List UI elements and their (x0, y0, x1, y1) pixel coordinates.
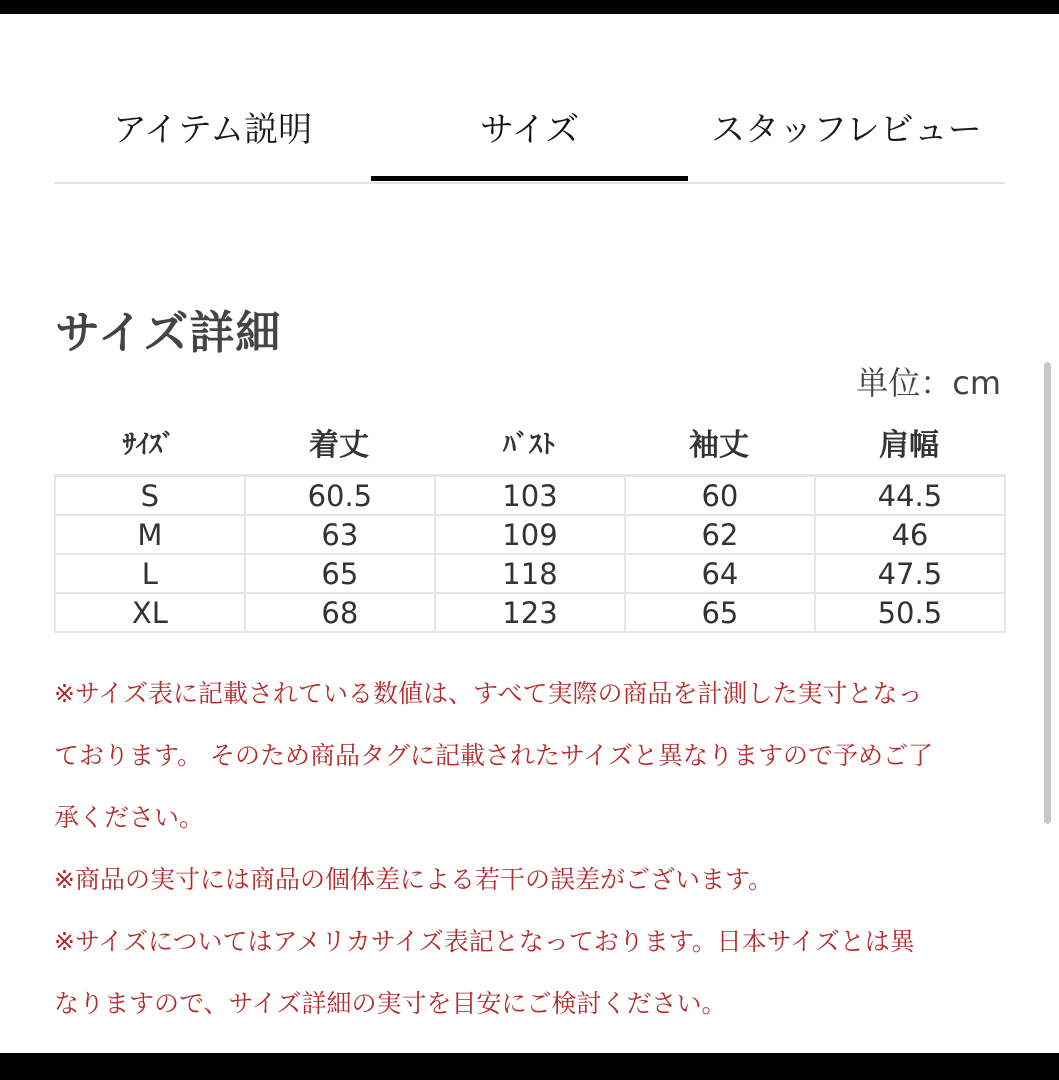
table-cell: 63 (245, 515, 435, 554)
table-row (55, 515, 1005, 554)
table-cell: 62 (625, 515, 815, 554)
note-line: ※サイズ表に記載されている数値は、すべて実際の商品を計測した実寸となっ (54, 679, 923, 708)
note-line: ております。 そのため商品タグに記載されたサイズと異なりますので予めご了 (54, 741, 933, 770)
table-cell: 68 (245, 593, 435, 632)
header-bust: ﾊﾞｽﾄ (502, 429, 555, 460)
table-cell: 64 (625, 554, 815, 593)
table-cell: 44.5 (815, 476, 1005, 516)
table-cell: 123 (435, 593, 625, 632)
table-cell: 65 (625, 593, 815, 632)
table-cell: L (55, 554, 245, 593)
table-cell: 60.5 (245, 476, 435, 516)
table-row (55, 476, 1005, 516)
tab-divider (54, 182, 1005, 184)
table-cell: 109 (435, 515, 625, 554)
header-length: 着丈 (309, 428, 369, 463)
size-table (54, 474, 1006, 633)
bottom-black-bar (0, 1053, 1059, 1080)
table-cell: 46 (815, 515, 1005, 554)
note-line: 承ください。 (54, 803, 205, 832)
section-title: サイズ詳細 (55, 306, 282, 359)
table-cell: M (55, 515, 245, 554)
note-line: なりますので、サイズ詳細の実寸を目安にご検討ください。 (54, 989, 727, 1018)
note-line: ※商品の実寸には商品の個体差による若干の誤差がございます。 (54, 865, 773, 894)
table-cell: 118 (435, 554, 625, 593)
table-cell: 65 (245, 554, 435, 593)
table-cell: 47.5 (815, 554, 1005, 593)
header-sleeve: 袖丈 (689, 428, 749, 463)
table-cell: 50.5 (815, 593, 1005, 632)
table-cell: 103 (435, 476, 625, 516)
table-cell: S (55, 476, 245, 516)
table-row (55, 593, 1005, 632)
header-size: ｻｲｽﾞ (122, 429, 175, 460)
tab-item-description[interactable]: アイテム説明 (112, 109, 313, 150)
tab-bar (54, 96, 1005, 184)
scrollbar[interactable] (1044, 362, 1051, 824)
table-row (55, 554, 1005, 593)
top-black-bar (0, 0, 1059, 14)
size-notes (54, 663, 1014, 1035)
header-shoulder: 肩幅 (879, 428, 939, 463)
table-cell: 60 (625, 476, 815, 516)
tab-size[interactable]: サイズ (479, 109, 580, 150)
size-table-header (54, 418, 1005, 466)
note-line: ※サイズについてはアメリカサイズ表記となっております。日本サイズとは異 (54, 927, 915, 956)
active-tab-indicator (371, 176, 688, 181)
tab-staff-review[interactable]: スタッフレビュー (711, 109, 982, 150)
unit-label: 単位：cm (856, 364, 1001, 402)
table-cell: XL (55, 593, 245, 632)
